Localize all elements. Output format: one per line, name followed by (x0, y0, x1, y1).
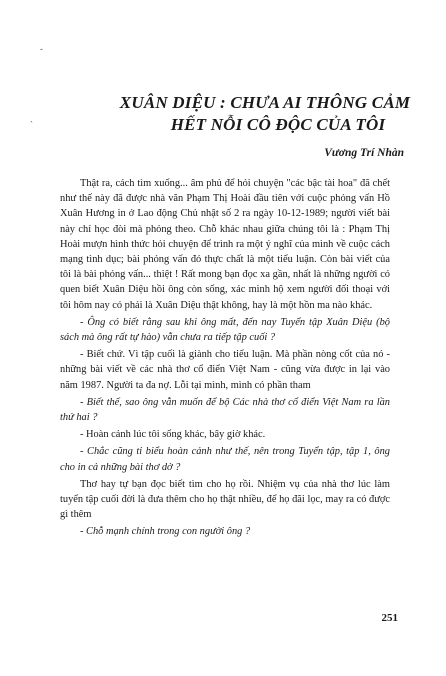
interview-question: - Biết thế, sao ông vẫn muốn để bộ Các nhà thơ cổ điển Việt Nam ra lần thứ hai ? (60, 396, 390, 424)
article-body (60, 176, 390, 540)
article-title-line-1: XUÂN DIỆU : CHƯA AI THÔNG CẢM (119, 93, 411, 112)
page-number: 251 (381, 612, 398, 624)
article-title-line-2: HẾT NỖI CÔ ĐỘC CỦA TÔI (170, 115, 386, 134)
interview-question: - Chắc cũng tỉ biểu hoàn cảnh như thế, nên trong Tuyển tập, tập 1, ông cho in cả những bài thơ dở ? (60, 446, 390, 473)
author-name: Vương Trí Nhàn (324, 147, 404, 159)
interview-question: - Ông có biết rằng sau khi ông mất, đến nay Tuyển tập Xuân Diệu (bộ sách mà ông rất tự hào) vẫn chưa ra tiếp tập cuối ? (60, 316, 390, 344)
interview-answer: - Hoàn cảnh lúc tôi sống khác, bây giờ khác. (80, 429, 266, 441)
interview-answer: Thơ hay tự bạn đọc biết tìm cho họ rồi. Nhiệm vụ của nhà thơ lúc làm tuyển tập cuối đời là đưa thêm cho họ thật nhiều, để họ đãi lọc, may ra có được gì thêm (60, 478, 390, 521)
interview-answer: - Biết chứ. Vì tập cuối là giành cho tiểu luận. Mà phần nòng cốt của nó - những bài viết về các nhà thơ cổ điển Việt Nam - cũng vừa được in lại vào năm 1987. Người ta đa nợ. Lỗi tại mình, mình có phần tham (60, 349, 390, 391)
margin-mark: - (40, 44, 43, 54)
paragraph: Thật ra, cách tìm xuống... âm phủ để hỏi chuyện "các bậc tài hoa" đã chết như thế này đã được nhà văn Phạm Thị Hoài đầu tiên với cuộc phỏng vấn Hồ Xuân Hương in ở Lao động Chủ nhật số 2 ra ngày 10-12-1989; người viết bài này chỉ học đòi mà phỏng theo. Chỗ khác nhau giữa chúng tôi là : Phạm Thị Hoài mượn hình thức hỏi chuyện để trình ra một ý nghĩ của mình về cuộc cách mạng tình dục; bài phỏng vấn đó thực chất là một tiểu luận. Còn bài viết của tôi là bài phỏng vấn... thiệt ! Rất mong bạn đọc xa gần, nhất là những người có quen biết Xuân Diệu hồi ông còn sống, xác minh hộ xem người đối thoại với tôi hôm nay có phải là Xuân Diệu thật không, hay là một hồn ma nào khác. (60, 178, 390, 311)
interview-question: - Chỗ mạnh chính trong con người ông ? (80, 526, 251, 538)
margin-mark: ` (30, 120, 33, 130)
